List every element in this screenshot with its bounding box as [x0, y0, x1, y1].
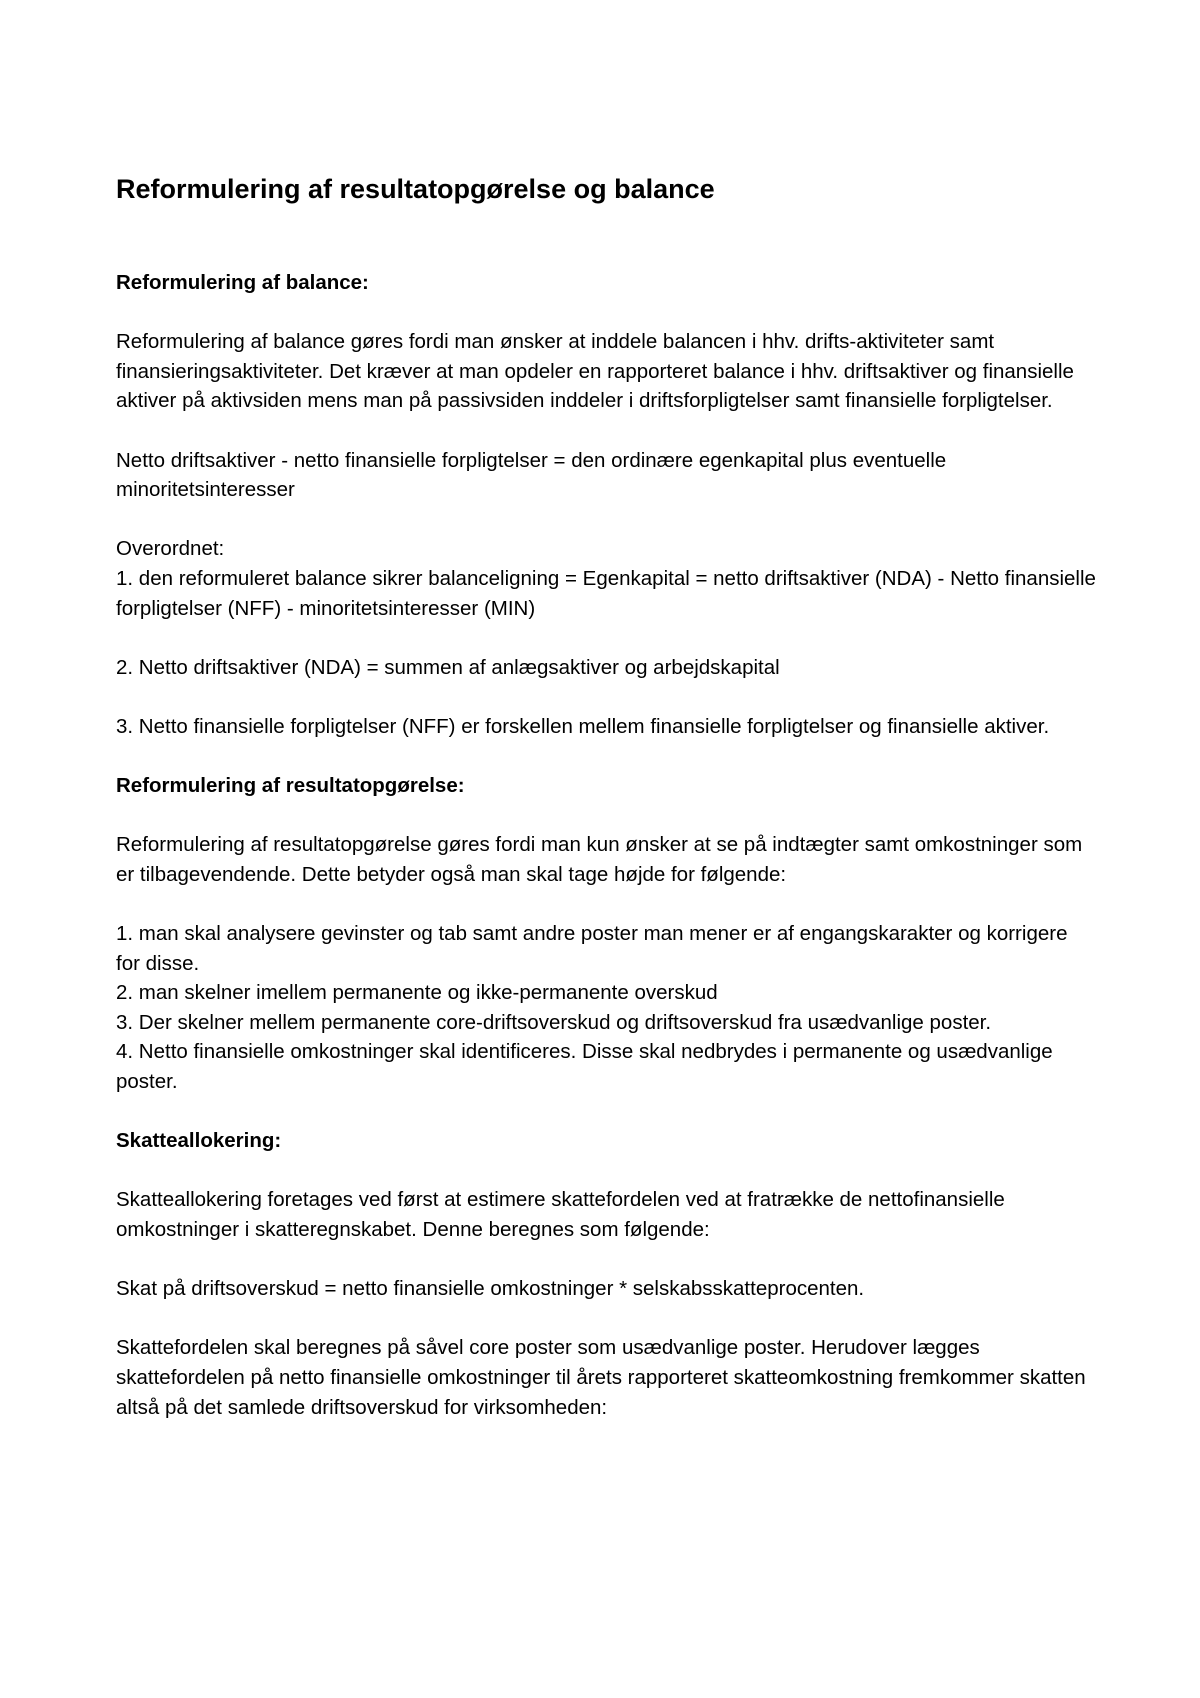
tax-paragraph-2: Skat på driftsoverskud = netto finansielle omkostninger * selskabsskatteprocenten.: [116, 1277, 865, 1301]
result-paragraph-1: Reformulering af resultatopgørelse gøres fordi man kun ønsker at se på indtægter samt omkostninger som er tilbagevendende. Dette betyder også man skal tage højde for følgende:: [116, 833, 1083, 886]
result-list-item-4: 4. Netto finansielle omkostninger skal identificeres. Disse skal nedbrydes i permanente og usædvanlige poster.: [116, 1040, 1053, 1094]
balance-paragraph-2: Netto driftsaktiver - netto finansielle forpligtelser = den ordinære egenkapital plus eventuelle minoritetsinteresser: [116, 448, 947, 502]
balance-point-3: 3. Netto finansielle forpligtelser (NFF) er forskellen mellem finansielle forpligtelser og finansielle aktiver.: [116, 714, 1050, 738]
tax-paragraph-1: Skatteallokering foretages ved først at estimere skattefordelen ved at fratrække de nettofinansielle omkostninger i skatteregnskabet. Denne beregnes som følgende:: [116, 1188, 1005, 1241]
document-title: Reformulering af resultatopgørelse og balance: [116, 174, 715, 204]
section-heading-balance: Reformulering af balance:: [116, 271, 369, 294]
balance-point-1: 1. den reformuleret balance sikrer balanceligning = Egenkapital = netto driftsaktiver (NDA) - Netto finansielle forpligtelser (NFF) - minoritetsinteresser (MIN): [116, 566, 1096, 620]
document-page: [116, 172, 1096, 1452]
section-heading-result: Reformulering af resultatopgørelse:: [116, 774, 465, 798]
overordnet-label: Overordnet:: [116, 537, 225, 561]
result-list-item-2: 2. man skelner imellem permanente og ikke-permanente overskud: [116, 981, 718, 1005]
balance-point-2: 2. Netto driftsaktiver (NDA) = summen af anlægsaktiver og arbejdskapital: [116, 655, 780, 679]
result-list-item-3: 3. Der skelner mellem permanente core-driftsoverskud og driftsoverskud fra usædvanlige poster.: [116, 1010, 992, 1034]
balance-paragraph-1: Reformulering af balance gøres fordi man ønsker at inddele balancen i hhv. drifts-aktiviteter samt finansieringsaktiviteter. Det kræver at man opdeler en rapporteret balance i hhv. driftsaktiver og finansielle aktiver på aktivsiden mens man på passivsiden inddeler i driftsforpligtelser samt finansielle forpligtelser.: [116, 330, 1074, 413]
result-list-item-1: 1. man skal analysere gevinster og tab samt andre poster man mener er af engangskarakter og korrigere for disse.: [116, 922, 1068, 975]
section-heading-tax: Skatteallokering:: [116, 1129, 282, 1153]
tax-paragraph-3: Skattefordelen skal beregnes på såvel core poster som usædvanlige poster. Herudover lægges skattefordelen på netto finansielle omkostninger til årets rapporteret skatteomkostning fremkommer skatten altså på det samlede driftsoverskud for virksomheden:: [116, 1336, 1086, 1419]
